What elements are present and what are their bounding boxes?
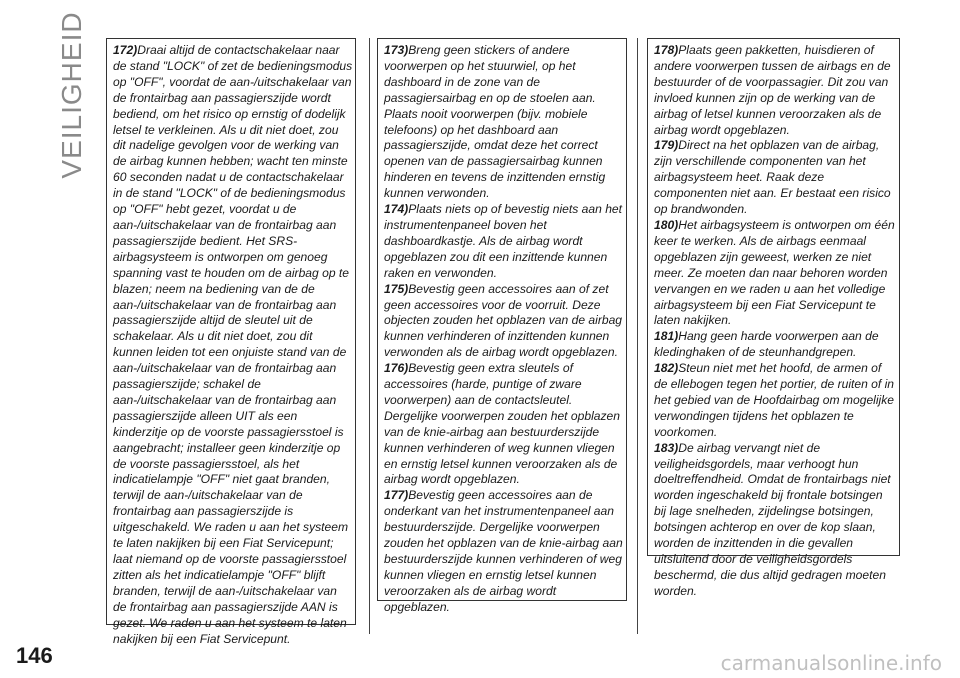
warning-text: Plaats geen pakketten, huisdieren of andere voorwerpen tussen de airbags en de bestuurder of de voorpassagier. Dit zou van invloed kunnen zijn op de werking van de airbag of letsel kunnen veroorzaken als de airbag wordt opgeblazen. [654, 43, 891, 137]
warning-paragraph [384, 361, 624, 488]
warning-text: Bevestig geen extra sleutels of accessoires (harde, puntige of zware voorwerpen) aan de contactsleutel. Dergelijke voorwerpen zouden het opblazen van de knie-airbag aan bestuurderszijde kunnen verhinderen of weg kunnen vliegen en ernstig letsel kunnen veroorzaken als de airbag wordt opgeblazen. [384, 361, 620, 487]
warning-number: 172) [113, 43, 138, 57]
warning-text: Het airbagsysteem is ontworpen om één keer te werken. Als de airbags eenmaal opgeblazen zijn geweest, werken ze niet meer. Ze moeten dan naar behoren worden vervangen en we raden u aan het volledige airbagsysteem bij een Fiat Servicepunt te laten nakijken. [654, 217, 895, 328]
section-tab [52, 11, 92, 179]
column-divider [369, 38, 370, 634]
warning-number: 179) [654, 138, 679, 153]
warning-number: 177) [384, 488, 409, 503]
warning-number: 173) [384, 43, 409, 57]
warning-paragraph [384, 488, 624, 615]
warning-box-column-1 [106, 38, 356, 646]
warning-paragraph [654, 218, 897, 329]
warning-paragraph [384, 43, 624, 202]
section-title: VEILIGHEID [56, 11, 87, 179]
warning-paragraph [654, 329, 897, 361]
warning-paragraph [654, 43, 897, 138]
warning-number: 181) [654, 329, 679, 344]
warning-text: Draai altijd de contactschakelaar naar de stand "LOCK" of zet de bedieningsmodus op "OFF", voordat de aan-/uitschakelaar van de frontairbag aan passagierszijde wordt bediend, om het risico op ernstig of dodelijk letsel te verkleinen. Als u dit niet doet, zou dit nadelige gevolgen voor de werking van de airbag kunnen hebben; wacht ten minste 60 seconden nadat u de contactschakelaar in de stand "LOCK" of de bedieningsmodus op "OFF" hebt gezet, voordat u de aan-/uitschakelaar van de frontairbag aan passagierszijde bedient. Het SRS-airbagsysteem is ontworpen om genoeg spanning vast te houden om de airbag op te blazen; neem na bediening van de de aan-/uitschakelaar van de frontairbag aan passagierszijde altijd de sleutel uit de schakelaar. Als u dit niet doet, zou dit kunnen leiden tot een onjuiste stand van de aan-/uitschakelaar van de frontairbag aan passagierszijde; schakel de aan-/uitschakelaar van de frontairbag aan passagierszijde alleen UIT als een kinderzitje op de voorste passagiersstoel is aangebracht; installeer geen kinderzitje op de voorste passagiersstoel, als het indicatielampje "OFF" niet gaat branden, terwijl de aan-/uitschakelaar van de frontairbag aan passagierszijde is uitgeschakeld. We raden u aan het systeem te laten nakijken bij een Fiat Servicepunt; laat niemand op de voorste passagiersstoel zitten als het indicatielampje "OFF" blijft branden, terwijl de aan-/uitschakelaar van de frontairbag aan passagierszijde AAN is gezet. We raden u aan het systeem te laten nakijken bij een Fiat Servicepunt. [113, 43, 353, 646]
warning-paragraph [654, 441, 897, 600]
warning-paragraph [654, 361, 897, 441]
watermark: carmanualsonline.info [720, 651, 942, 675]
warning-number: 183) [654, 440, 679, 455]
warning-number: 180) [654, 217, 679, 232]
warning-box-column-2 [377, 38, 627, 614]
warning-text: Plaats niets op of bevestig niets aan het instrumentenpaneel boven het dashboardkastje. Als de airbag wordt opgeblazen zou dit een inzittende kunnen raken en verwonden. [384, 202, 623, 280]
warning-number: 176) [384, 361, 409, 376]
warning-text: Bevestig geen accessoires aan de onderkant van het instrumentenpaneel aan bestuurderszijde. Dergelijke voorwerpen zouden het opblazen van de knie-airbag aan bestuurderszijde kunnen verhinderen of weg kunnen vliegen en ernstig letsel kunnen veroorzaken als de airbag wordt opgeblazen. [384, 488, 623, 614]
warning-text: De airbag vervangt niet de veiligheidsgordels, maar verhoogt hun doeltreffendheid. Omdat de frontairbags niet worden ingeschakeld bij frontale botsingen bij lage snelheden, zijdelingse botsingen, botsingen achterop en over de kop slaan, worden de inzittenden in die gevallen uitsluitend door de veiligheidsgordels beschermd, die dus altijd gedragen moeten worden. [654, 440, 891, 598]
warning-number: 174) [384, 202, 409, 217]
warning-text: Steun niet met het hoofd, de armen of de ellebogen tegen het portier, de ruiten of in het gebied van de Hoofdairbag om mogelijke verwondingen tijdens het opblazen te voorkomen. [654, 361, 895, 439]
warning-text: Breng geen stickers of andere voorwerpen op het stuurwiel, op het dashboard in de zone van de passagiersairbag en op de stoelen aan. Plaats nooit voorwerpen (bijv. mobiele telefoons) op het dashboard aan passagierszijde, omdat deze het correct openen van de passagiersairbag kunnen hinderen en tevens de inzittenden ernstig kunnen verwonden. [384, 43, 606, 201]
warning-number: 182) [654, 361, 679, 376]
warning-paragraph [384, 282, 624, 362]
warning-text: Bevestig geen accessoires aan of zet geen accessoires voor de voorruit. Deze objecten zouden het opblazen van de airbag kunnen verhinderen of inzittenden kunnen verwonden als de airbag wordt opgeblazen. [384, 281, 623, 360]
warning-paragraph [654, 138, 897, 218]
warning-text: Hang geen harde voorwerpen aan de kledinghaken of de steunhandgrepen. [654, 329, 879, 360]
warning-paragraph [384, 202, 624, 282]
column-divider [637, 38, 638, 634]
page-number: 146 [16, 643, 53, 668]
warning-number: 178) [654, 43, 679, 57]
warning-box-column-3 [647, 38, 900, 598]
warning-paragraph [113, 43, 353, 647]
warning-number: 175) [384, 281, 409, 296]
warning-text: Direct na het opblazen van de airbag, zijn verschillende componenten van het airbagsysteem heet. Raak deze componenten niet aan. Er bestaat een risico op brandwonden. [654, 138, 891, 217]
